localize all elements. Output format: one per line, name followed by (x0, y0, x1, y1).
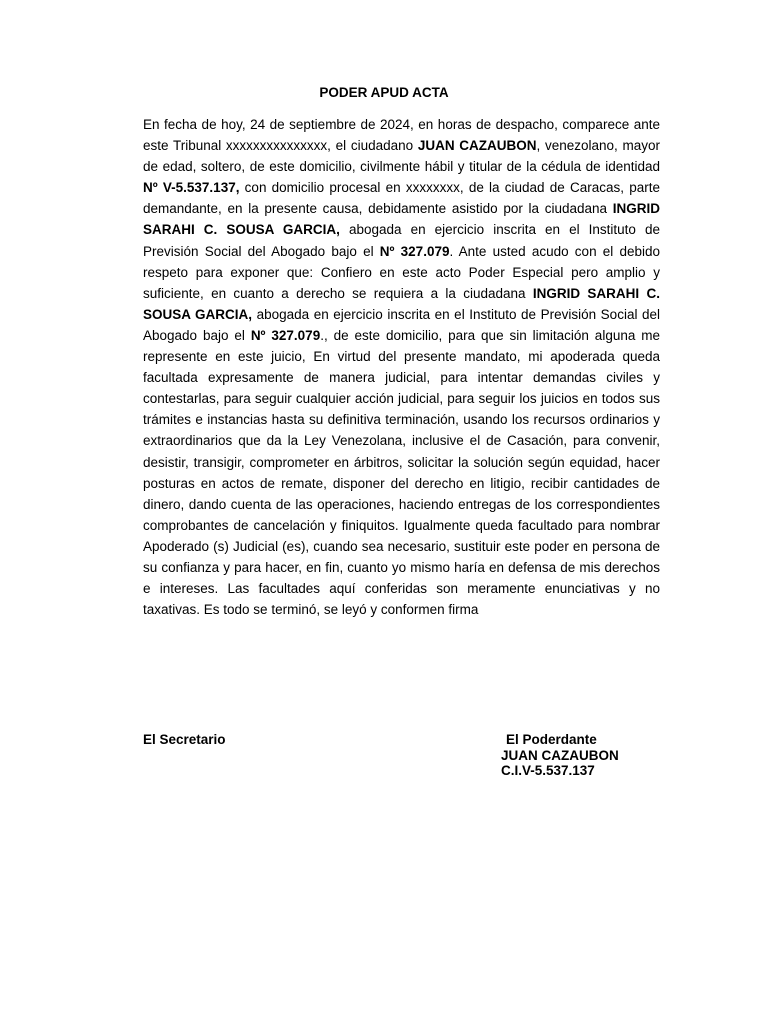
body-segment: En fecha de hoy, 24 de septiembre de 2024, en horas de despacho, comparece ante este Tribunal xxxxxxxxxxxxxxx, el ciudadano (143, 117, 660, 154)
document-title: PODER APUD ACTA (319, 85, 449, 100)
signature-grantor-name: JUAN CAZAUBON (501, 747, 619, 763)
body-bold-segment: Nº V-5.537.137, (143, 180, 240, 196)
body-bold-segment: Nº 327.079 (379, 243, 450, 259)
body-segment: , venezolano, mayor de edad, soltero, de este domicilio, civilmente hábil y titular de la cédula de identidad (143, 138, 660, 175)
body-segment: abogada en ejercicio inscrita en el Instituto de Previsión Social del Abogado bajo el (143, 222, 660, 259)
signature-secretary (143, 732, 226, 748)
signature-grantor-label: El Poderdante (506, 732, 597, 747)
signature-secretary-label: El Secretario (143, 732, 226, 747)
body-bold-segment: Nº 327.079 (250, 327, 321, 343)
body-segment: ., de este domicilio, para que sin limitación alguna me represente en este juicio, En virtud del presente mandato, mi apoderada queda facultada expresamente de manera judicial, para intentar demandas civiles y contestarlas, para seguir cualquier acción judicial, para seguir los juicios en todos sus trámites e instancias hasta su definitiva terminación, usando los recursos ordinarios y extraordinarios que da la Ley Venezolana, inclusive el de Casación, para convenir, desistir, transigir, comprometer en árbitros, solicitar la solución según equidad, hacer posturas en actos de remate, disponer del derecho en litigio, recibir cantidades de dinero, dando cuenta de las operaciones, haciendo entregas de los correspondientes comprobantes de cancelación y finiquitos. Igualmente queda facultado para nombrar Apoderado (s) Judicial (es), cuando sea necesario, sustituir este poder en persona de su confianza y para hacer, en fin, cuanto yo mismo haría en defensa de mis derechos e intereses. Las facultades aquí conferidas son meramente enunciativas y no taxativas. Es todo se terminó, se leyó y conformen firma (143, 327, 661, 618)
body-segment: . Ante usted acudo con el debido respeto para exponer que: Confiero en este acto Poder Especial pero amplio y suficiente, en cuanto a derecho se requiera a la ciudadana (143, 243, 661, 301)
signature-grantor (501, 732, 619, 779)
body-bold-segment: INGRID SARAHI C. SOUSA GARCIA, (143, 201, 660, 238)
document-body (143, 114, 660, 620)
body-bold-segment: INGRID SARAHI C. SOUSA GARCIA, (143, 285, 660, 322)
body-bold-segment: JUAN CAZAUBON (417, 138, 537, 154)
body-segment: con domicilio procesal en xxxxxxxx, de la ciudad de Caracas, parte demandante, en la presente causa, debidamente asistido por la ciudadana (143, 180, 660, 217)
body-segment: abogada en ejercicio inscrita en el Instituto de Previsión Social del Abogado bajo el (143, 306, 661, 343)
signature-grantor-id: C.I.V-5.537.137 (501, 763, 595, 778)
